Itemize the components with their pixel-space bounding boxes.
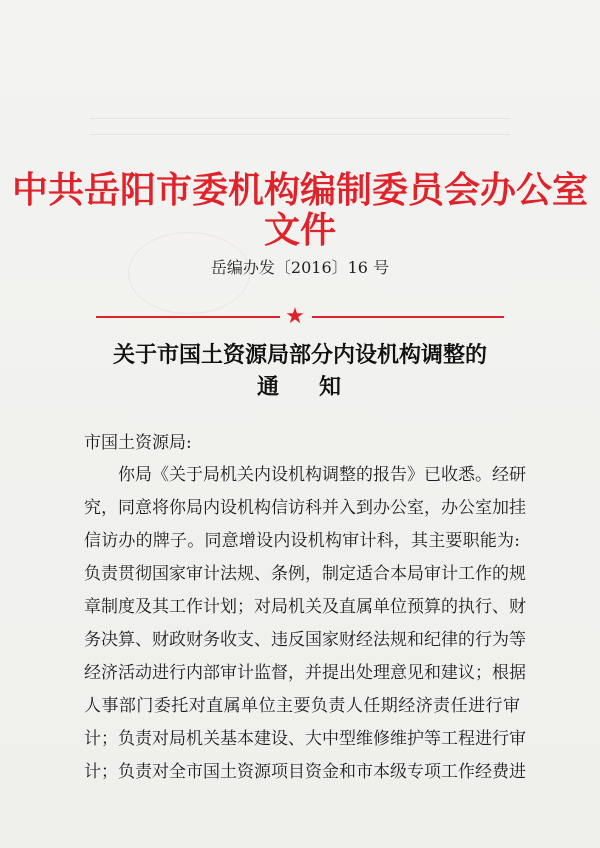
body-line: 负责贯彻国家审计法规、条例，制定适合本局审计工作的规	[84, 564, 526, 584]
subject-title-line-2	[0, 372, 600, 402]
body-line: 经济活动进行内部审计监督，并提出处理意见和建议；根据	[84, 663, 526, 683]
red-separator-right	[312, 316, 504, 318]
document-number: 岳编办发〔2016〕16 号	[210, 258, 390, 277]
body-line: 计；负责对局机关基本建设、大中型维修维护等工程进行审	[84, 729, 526, 749]
red-separator-left	[96, 316, 280, 318]
subject-title-line-1: 关于市国土资源局部分内设机构调整的	[112, 342, 487, 368]
body-line: 务决算、财政财务收支、违反国家财经法规和纪律的行为等	[84, 630, 526, 650]
body-line: 人事部门委托对直属单位主要负责人任期经济责任进行审	[84, 696, 520, 716]
issuing-authority-title: 中共岳阳市委机构编制委员会办公室文件	[11, 169, 588, 251]
subject-word-2: 知	[319, 374, 344, 400]
subject-word-1: 通	[256, 374, 281, 400]
body-line: 章制度及其工作计划；对局机关及直属单位预算的执行、财	[84, 597, 526, 617]
scan-artifact-line	[90, 118, 510, 119]
body-line: 计；负责对全市国土资源项目资金和市本级专项工作经费进	[84, 762, 526, 782]
scan-artifact-line	[90, 134, 510, 135]
addressee: 市国土资源局:	[84, 433, 192, 453]
body-line: 信访办的牌子。同意增设内设机构审计科，其主要职能为:	[84, 531, 520, 551]
body-line: 究，同意将你局内设机构信访科并入到办公室，办公室加挂	[84, 498, 526, 518]
red-star-icon: ★	[285, 304, 305, 329]
body-line: 你局《关于局机关内设机构调整的报告》已收悉。经研	[118, 465, 526, 485]
